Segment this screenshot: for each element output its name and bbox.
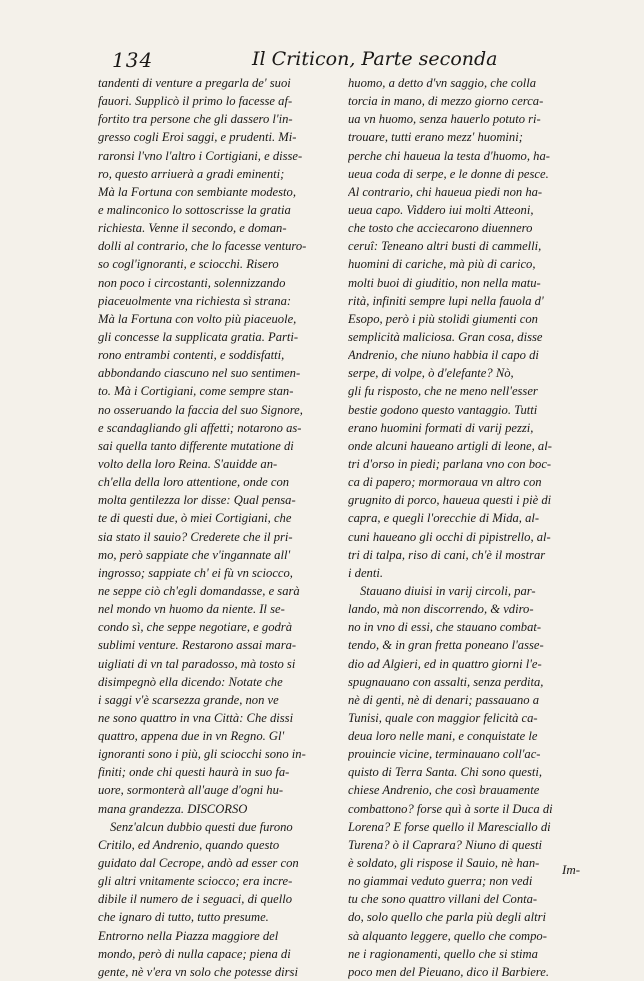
text-line: piaceuolmente vna richiesta sì strana: [98, 293, 292, 308]
text-line: Mà la Fortuna con volto più piaceuole, [98, 311, 297, 326]
text-line: ua vn huomo, senza hauerlo potuto ri- [348, 112, 541, 127]
page-number: 134 [112, 48, 154, 72]
text-line: disimpegnò ella dicendo: Notate che [98, 674, 283, 689]
text-line: Esopo, però i più stolidi giumenti con [348, 311, 538, 326]
text-line: rono entrambi contenti, e soddisfatti, [98, 348, 285, 363]
text-line: ca di papero; mormoraua vn altro con [348, 475, 542, 490]
text-line: quattro, appena due in vn Regno. Gl' [98, 729, 285, 744]
text-line: erano huomini formati di varij pezzi, [348, 420, 534, 435]
text-line: ro, questo arriuerà a gradi eminenti; [98, 166, 285, 181]
text-line: spugnauano con assalti, senza perdita, [348, 674, 544, 689]
text-line: Tunisi, quale con maggior felicità ca- [348, 710, 538, 725]
text-line: lando, mà non discorrendo, & vdiro- [348, 602, 534, 617]
left-text-column [98, 74, 340, 981]
text-line: capra, e quegli l'orecchie di Mida, al- [348, 511, 540, 526]
text-line: Senz'alcun dubbio questi due furono [110, 819, 293, 834]
text-line: Entrorno nella Piazza maggiore del [98, 928, 279, 943]
text-line: nel mondo vn huomo da niente. Il se- [98, 602, 285, 617]
text-line: no in vno di essi, che stauano combat- [348, 620, 542, 635]
running-title: Il Criticon, Parte seconda [252, 48, 498, 70]
text-line: non poco i circostanti, solennizzando [98, 275, 286, 290]
text-line: to. Mà i Cortigiani, come sempre stan- [98, 384, 294, 399]
text-line: onde alcuni haueano artigli di leone, al- [348, 438, 552, 453]
text-line: i saggi v'è scarsezza grande, non ve [98, 692, 279, 707]
text-line: do, solo quello che parla più degli altri [348, 910, 546, 925]
text-line: tandenti di venture a pregarla de' suoi [98, 76, 291, 90]
text-line: ignoranti sono i più, gli sciocchi sono in- [98, 747, 306, 762]
text-line: nè di genti, nè di denari; passauano a [348, 692, 539, 707]
text-line: grugnito di porco, haueua questi i piè di [348, 493, 552, 508]
text-line: deua loro nelle mani, e conquistate le [348, 729, 538, 744]
text-line: gresso cogli Eroi saggi, e prudenti. Mi- [98, 130, 297, 145]
text-line: richiesta. Venne il secondo, e doman- [98, 221, 287, 236]
text-line: sai quella tanto differente mutatione di [98, 438, 294, 453]
text-line: mo, però sappiate che v'ingannate all' [98, 547, 291, 562]
text-line: mondo, però di nulla capace; piena di [98, 946, 291, 961]
text-line: finiti; onde chi questi haurà in suo fa- [98, 765, 290, 780]
text-line: sublimi venture. Restarono assai mara- [98, 638, 297, 653]
text-line: ceruî: Teneano altri busti di cammelli, [348, 239, 542, 254]
text-line: abbondando ciascuno nel suo sentimen- [98, 366, 301, 381]
text-line: i denti. [348, 565, 383, 580]
text-line: gente, nè v'era vn solo che potesse dirsi [98, 964, 298, 979]
text-line: rità, infiniti sempre lupi nella fauola d' [348, 293, 544, 308]
text-line: Stauano diuisi in varij circoli, par- [360, 583, 536, 598]
text-line: Mà la Fortuna con sembiante modesto, [98, 184, 296, 199]
text-line: uore, sormonterà all'auge d'ogni hu- [98, 783, 284, 798]
text-line: no giammai veduto guerra; non vedi [348, 874, 533, 889]
text-line: chiese Andrenio, che così brauamente [348, 783, 540, 798]
text-line: tendo, & in gran fretta poneano l'asse- [348, 638, 544, 653]
text-line: molti buoi di giuditio, non nella matu- [348, 275, 541, 290]
text-line: Turena? ò il Caprara? Niuno di questi [348, 837, 543, 852]
text-line: dolli al contrario, che lo facesse venturo- [98, 239, 307, 254]
catchword: Im- [562, 862, 581, 877]
text-line: tu che sono quattro villani del Conta- [348, 892, 538, 907]
text-line: serpe, di volpe, ò d'elefante? Nò, [348, 366, 514, 381]
text-line: e scandagliando gli affetti; notarono as- [98, 420, 302, 435]
text-line: che tosto che acciecarono diuennero [348, 221, 533, 236]
text-line: sia stato il sauio? Crederete che il pri- [98, 529, 293, 544]
text-line: gli concesse la supplicata gratia. Parti- [98, 329, 299, 344]
text-line: Al contrario, chi haueua piedi non ha- [348, 184, 543, 199]
text-line: huomini di cariche, mà più di carico, [348, 257, 536, 272]
text-line: Critilo, ed Andrenio, quando questo [98, 837, 280, 852]
text-line: prouincie vicine, terminauano coll'ac- [348, 747, 541, 762]
text-line: gli fu risposto, che ne meno nell'esser [348, 384, 538, 399]
text-line: mana grandezza. DISCORSO [98, 801, 248, 816]
text-line: cuni haueano gli occhi di pipistrello, al- [348, 529, 551, 544]
text-line: semplicità maliciosa. Gran cosa, disse [348, 329, 543, 344]
text-line: sà alquanto leggere, quello che compo- [348, 928, 547, 943]
text-line: fortito tra persone che gli dassero l'in- [98, 112, 293, 127]
text-line: Lorena? E forse quello il Maresciallo di [348, 819, 551, 834]
text-line: e malinconico lo sottoscrisse la gratia [98, 202, 291, 217]
right-text-column [348, 74, 603, 981]
text-line: fauori. Supplicò il primo lo facesse af- [98, 94, 293, 109]
text-line: trouare, tutti erano mezz' huomini; [348, 130, 523, 145]
text-line: no osseruando la faccia del suo Signore, [98, 402, 303, 417]
text-line: ueua capo. Viddero iui molti Atteoni, [348, 202, 534, 217]
text-line: ingrosso; sappiate ch' ei fù vn sciocco, [98, 565, 293, 580]
text-line: dibile il numero de i seguaci, di quello [98, 892, 293, 907]
text-line: guidato dal Cecrope, andò ad esser con [98, 856, 299, 871]
text-line: tri d'orso in piedi; parlana vno con boc- [348, 456, 552, 471]
text-line: ne seppe ciò ch'egli domandasse, e sarà [98, 583, 300, 598]
text-line: bestie godono questo vantaggio. Tutti [348, 402, 538, 417]
text-line: te di questi due, ò miei Cortigiani, che [98, 511, 292, 526]
text-line: ueua coda di serpe, e le donne di pesce. [348, 166, 549, 181]
text-line: dio ad Algieri, ed in quattro giorni l'e- [348, 656, 542, 671]
text-line: ne sono quattro in vna Città: Che dissi [98, 710, 294, 725]
text-line: raronsi l'vno l'altro i Cortigiani, e disse- [98, 148, 303, 163]
text-line: ch'ella della loro attentione, onde con [98, 475, 290, 490]
page-header [112, 48, 600, 74]
text-line: huomo, a detto d'vn saggio, che colla [348, 76, 537, 90]
text-line: uigliati di vn tal paradosso, mà tosto si [98, 656, 296, 671]
text-line: gli altri vnitamente sciocco; era incre- [98, 874, 293, 889]
text-line: Andrenio, che niuno habbia il capo di [348, 348, 539, 363]
text-line: quisto di Terra Santa. Chi sono questi, [348, 765, 543, 780]
text-line: combattono? forse quì à sorte il Duca di [348, 801, 553, 816]
text-line: perche chi haueua la testa d'huomo, ha- [348, 148, 550, 163]
text-line: che ignaro di tutto, tutto presume. [98, 910, 269, 925]
text-line: poco men del Pieuano, dico il Barbiere. [348, 964, 549, 979]
text-line: molta gentilezza lor disse: Qual pensa- [98, 493, 296, 508]
text-line: so cogl'ignoranti, e sciocchi. Risero [98, 257, 279, 272]
text-line: volto della loro Reina. S'auidde an- [98, 456, 278, 471]
text-line: tri di talpa, riso di cani, ch'è il mostrar [348, 547, 546, 562]
text-line: è soldato, gli rispose il Sauio, nè han- [348, 856, 540, 871]
text-line: torcia in mano, di mezzo giorno cerca- [348, 94, 544, 109]
text-line: ne i ragionamenti, quello che si stima [348, 946, 538, 961]
text-line: condo sì, che seppe negotiare, e godrà [98, 620, 292, 635]
